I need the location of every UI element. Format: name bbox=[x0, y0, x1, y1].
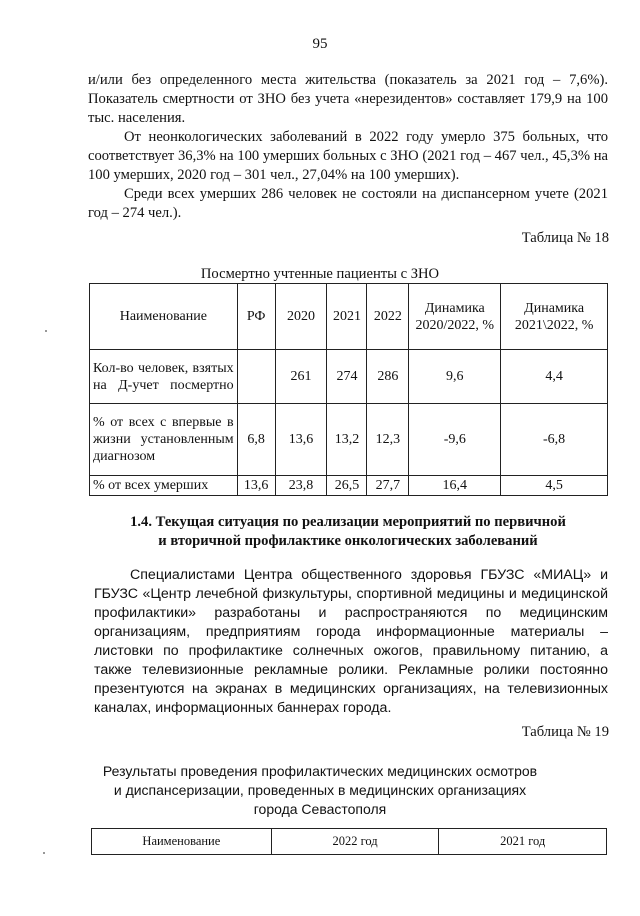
paragraph-non-oncological-deaths: От неонкологических заболеваний в 2022 году умерло 375 больных, что соответствует 36,3% на 100 умерших больных с ЗНО (2021 год – 467 чел., 45,3% на 100 умерших, 2020 год – 301 чел., 27,04% на 100 умерших). bbox=[88, 129, 608, 183]
table-19-caption bbox=[0, 762, 640, 819]
table-header-row bbox=[90, 284, 608, 350]
cell-dynamics-1: -9,6 bbox=[409, 404, 501, 476]
table-18 bbox=[89, 283, 608, 496]
cell-rf: 13,6 bbox=[237, 476, 275, 496]
cell-rf bbox=[237, 350, 275, 404]
table-19-label: Таблица № 19 bbox=[521, 724, 609, 740]
header-2022: 2022 bbox=[367, 284, 409, 350]
table-19-caption-line-3: города Севастополя bbox=[253, 801, 387, 817]
cell-dynamics-2: -6,8 bbox=[501, 404, 608, 476]
section-heading bbox=[88, 513, 608, 551]
paragraph-mortality-nonresidents: и/или без определенного места жительства (показатель за 2021 год – 7,6%). Показатель смертности от ЗНО без учета «нерезидентов» составляет 179,9 на 100 тыс. населения. bbox=[88, 72, 608, 126]
cell-dynamics-2: 4,4 bbox=[501, 350, 608, 404]
table-row bbox=[90, 350, 608, 404]
table-row bbox=[90, 404, 608, 476]
header-2021: 2021 год bbox=[439, 829, 607, 855]
table-19 bbox=[91, 828, 607, 855]
header-name: Наименование bbox=[92, 829, 272, 855]
cell-2021: 26,5 bbox=[327, 476, 367, 496]
row-name: Кол-во человек, взятых на Д-учет посмертно bbox=[90, 350, 238, 404]
row-name: % от всех с впервые в жизни установленным диагнозом bbox=[90, 404, 238, 476]
page-number: 95 bbox=[312, 36, 328, 52]
scan-speck bbox=[43, 852, 45, 854]
table-row bbox=[90, 476, 608, 496]
cell-2020: 23,8 bbox=[275, 476, 327, 496]
section-body-paragraph: Специалистами Центра общественного здоровья ГБУЗС «МИАЦ» и ГБУЗС «Центр лечебной физкультуры, спортивной медицины и медицинской профилактики» разработаны и распространяются по медицинским организациям, предприятиям города информационные материалы – листовки по профилактике солнечных ожогов, правильному питанию, а также телевизионные рекламные ролики. Рекламные ролики постоянно презентуются на экранах в медицинских организациях, на телевизионных каналах, информационных баннерах города. bbox=[94, 567, 608, 716]
header-2022: 2022 год bbox=[271, 829, 439, 855]
scan-speck bbox=[45, 330, 47, 332]
table-18-label: Таблица № 18 bbox=[521, 230, 609, 246]
cell-2020: 13,6 bbox=[275, 404, 327, 476]
paragraph-dispensary-registration: Среди всех умерших 286 человек не состояли на диспансерном учете (2021 год – 274 чел.). bbox=[88, 186, 608, 221]
table-19-caption-line-1: Результаты проведения профилактических медицинских осмотров bbox=[102, 763, 538, 779]
header-rf: РФ bbox=[237, 284, 275, 350]
cell-2022: 27,7 bbox=[367, 476, 409, 496]
section-heading-line-1: 1.4. Текущая ситуация по реализации мероприятий по первичной bbox=[130, 514, 566, 530]
cell-2022: 286 bbox=[367, 350, 409, 404]
table-18-caption: Посмертно учтенные пациенты с ЗНО bbox=[200, 266, 440, 282]
cell-2021: 274 bbox=[327, 350, 367, 404]
cell-rf: 6,8 bbox=[237, 404, 275, 476]
section-heading-line-2: и вторичной профилактике онкологических заболеваний bbox=[158, 533, 538, 549]
cell-dynamics-2: 4,5 bbox=[501, 476, 608, 496]
cell-dynamics-1: 16,4 bbox=[409, 476, 501, 496]
cell-dynamics-1: 9,6 bbox=[409, 350, 501, 404]
header-2020: 2020 bbox=[275, 284, 327, 350]
header-2021: 2021 bbox=[327, 284, 367, 350]
cell-2020: 261 bbox=[275, 350, 327, 404]
header-name: Наименование bbox=[90, 284, 238, 350]
cell-2021: 13,2 bbox=[327, 404, 367, 476]
table-header-row bbox=[92, 829, 607, 855]
header-dynamics-2020-2022: Динамика 2020/2022, % bbox=[409, 284, 501, 350]
table-19-caption-line-2: и диспансеризации, проведенных в медицинских организациях bbox=[113, 782, 527, 798]
header-dynamics-2021-2022: Динамика 2021\2022, % bbox=[501, 284, 608, 350]
row-name: % от всех умерших bbox=[90, 476, 238, 496]
cell-2022: 12,3 bbox=[367, 404, 409, 476]
